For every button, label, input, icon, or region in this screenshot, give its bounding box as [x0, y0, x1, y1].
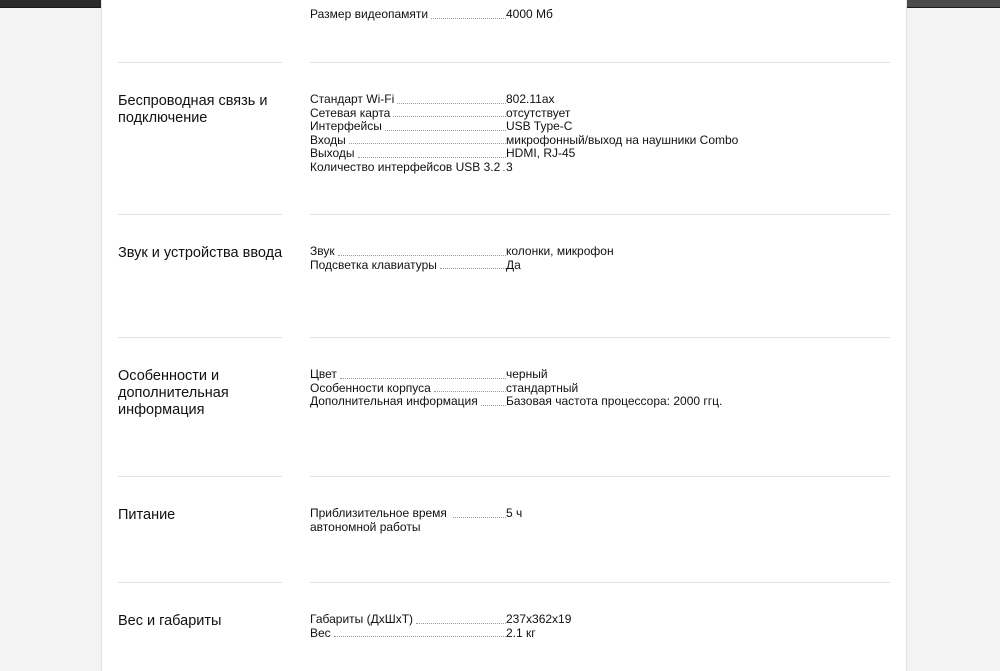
spec-list — [310, 507, 870, 534]
spec-value: 2.1 кг — [506, 625, 536, 640]
spec-list — [310, 93, 870, 174]
section-divider — [310, 214, 890, 215]
spec-value: 237x362x19 — [506, 612, 572, 626]
spec-key: Подсветка клавиатуры — [310, 258, 437, 272]
spec-key: Размер видеопамяти — [310, 8, 429, 21]
section-divider — [310, 62, 890, 63]
dot-leader — [349, 143, 506, 144]
dot-leader — [481, 405, 506, 406]
dot-leader — [397, 103, 506, 104]
spec-value: стандартный — [506, 380, 579, 395]
specifications-card — [101, 0, 907, 671]
section-title: Особенности и дополнительная информация — [118, 368, 229, 418]
spec-row — [310, 627, 870, 641]
spec-row — [310, 395, 870, 409]
dot-leader — [338, 255, 506, 256]
spec-value: Да — [506, 257, 521, 272]
spec-value: отсутствует — [506, 105, 571, 120]
spec-key: Габариты (ДхШхТ) — [310, 613, 414, 626]
spec-key: Входы — [310, 133, 346, 147]
spec-key: Приблизительное время автономной работы — [310, 507, 447, 534]
section-title: Звук и устройства ввода — [118, 245, 283, 261]
spec-row — [310, 613, 870, 627]
section-divider — [118, 582, 282, 583]
spec-row — [310, 93, 870, 107]
spec-row — [310, 382, 870, 396]
section-divider — [118, 62, 282, 63]
spec-key: Дополнительная информация — [310, 395, 478, 408]
section-divider — [118, 214, 282, 215]
dot-leader — [334, 636, 506, 637]
dot-leader — [440, 268, 506, 269]
spec-value: Базовая частота процессора: 2000 ггц. — [506, 394, 723, 408]
spec-value: USB Type-C — [506, 119, 573, 133]
dot-leader — [434, 391, 506, 392]
section-divider — [118, 337, 282, 338]
spec-value: черный — [506, 367, 548, 381]
spec-value: микрофонный/выход на наушники Combo — [506, 132, 739, 147]
spec-list — [310, 245, 870, 272]
dot-leader — [431, 18, 506, 19]
dot-leader — [385, 130, 506, 131]
spec-value: колонки, микрофон — [506, 244, 614, 258]
spec-value: 5 ч — [506, 506, 523, 520]
spec-key: Цвет — [310, 368, 337, 381]
section-title: Беспроводная связь и подключение — [118, 93, 268, 126]
dot-leader — [358, 157, 506, 158]
spec-key: Интерфейсы — [310, 120, 382, 133]
spec-key: Стандарт Wi-Fi — [310, 93, 395, 106]
spec-list — [310, 368, 870, 409]
section-title: Вес и габариты — [118, 613, 222, 629]
spec-key: Звук — [310, 245, 335, 258]
spec-row — [310, 8, 870, 22]
section-title: Питание — [118, 507, 176, 523]
spec-list — [310, 8, 870, 22]
spec-row — [310, 134, 870, 148]
spec-key: Особенности корпуса — [310, 381, 431, 395]
spec-list — [310, 613, 870, 640]
spec-row — [310, 368, 870, 382]
spec-value: 4000 Мб — [506, 7, 553, 21]
spec-key: Выходы — [310, 147, 355, 160]
spec-row — [310, 161, 870, 175]
section-divider — [310, 476, 890, 477]
dot-leader — [416, 623, 506, 624]
spec-key: Количество интерфейсов USB 3.2 — [310, 160, 501, 174]
spec-row — [310, 245, 870, 259]
spec-key: Вес — [310, 626, 331, 640]
spec-value: 802.11ax — [506, 92, 555, 106]
dot-leader — [340, 378, 506, 379]
spec-row — [310, 120, 870, 134]
spec-row — [310, 259, 870, 273]
section-divider — [118, 476, 282, 477]
spec-row — [310, 507, 870, 534]
section-divider — [310, 337, 890, 338]
spec-row — [310, 107, 870, 121]
section-divider — [310, 582, 890, 583]
spec-value: 3 — [506, 159, 513, 174]
dot-leader — [393, 116, 506, 117]
spec-key: Сетевая карта — [310, 106, 391, 120]
spec-value: HDMI, RJ-45 — [506, 146, 576, 160]
dot-leader — [453, 517, 506, 518]
spec-row — [310, 147, 870, 161]
